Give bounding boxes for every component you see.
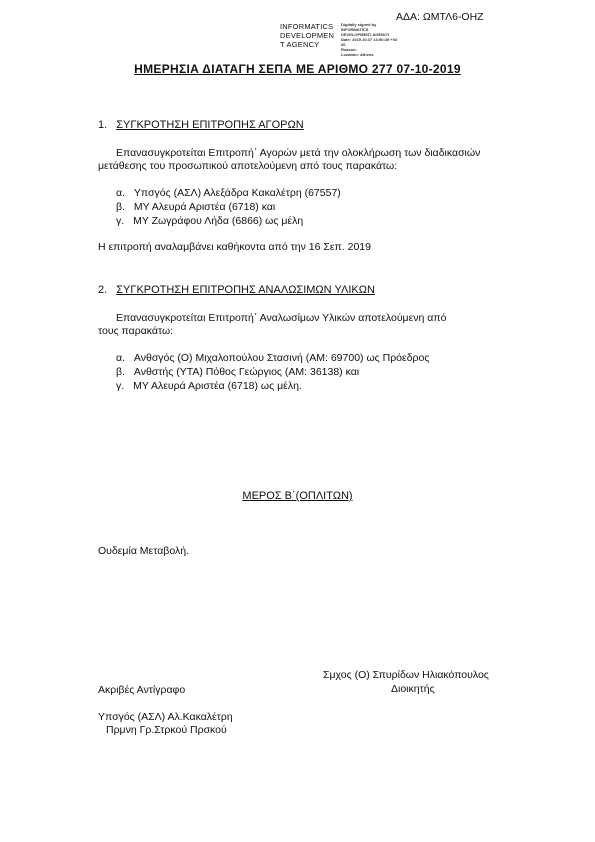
copy-signer-role: Πρμνη Γρ.Στρκού Πρσκού xyxy=(106,724,227,736)
part-b-text: Ουδεμία Μεταβολή. xyxy=(98,545,189,557)
stamp-detail-line: Digitally signed by xyxy=(341,22,377,27)
stamp-detail-line: Reason: xyxy=(341,47,357,52)
list-item xyxy=(116,366,359,378)
list-text: ΜΥ Αλευρά Αριστέα (6718) ως μέλη. xyxy=(133,380,302,392)
ada-code: ΑΔΑ: ΩΜΤΛ6-ΟΗΖ xyxy=(396,11,484,23)
section-1-closing: Η επιτροπή αναλαμβάνει καθήκοντα από την 16 Σεπ. 2019 xyxy=(98,241,371,253)
list-text: ΜΥ Αλευρά Αριστέα (6718) και xyxy=(133,201,276,213)
section-1-intro-line-1: Επανασυγκροτείται Επιτροπή΄ Αγορών μετά την ολοκλήρωση των διαδικασιών xyxy=(116,147,481,159)
part-b-heading: ΜΕΡΟΣ Β΄(ΟΠΛΙΤΩΝ) xyxy=(242,490,353,502)
stamp-detail-line: 00 xyxy=(341,42,346,47)
list-text: Υπσγός (ΑΣΛ) Αλεξάδρα Κακαλέτρη (67557) xyxy=(133,187,341,199)
list-marker: γ. xyxy=(116,380,125,392)
section-1-intro-line-2: μετάθεσης του προσωπικού αποτελούμενη από τους παρακάτω: xyxy=(98,160,398,172)
section-2-heading xyxy=(98,284,375,296)
list-item xyxy=(116,215,303,227)
section-number: 1. xyxy=(98,119,108,131)
section-title: ΣΥΓΚΡΟΤΗΣΗ ΕΠΙΤΡΟΠΗΣ ΑΝΑΛΩΣΙΜΩΝ ΥΛΙΚΩΝ xyxy=(116,284,375,296)
list-item xyxy=(116,380,302,392)
signer-role: Διοικητής xyxy=(391,683,435,695)
document-title: ΗΜΕΡΗΣΙΑ ΔΙΑΤΑΓΗ ΣΕΠΑ ΜΕ ΑΡΙΘΜΟ 277 07-10-2019 xyxy=(134,62,461,76)
list-text: Ανθστής (ΥΤΑ) Πόθος Γεώργιος (ΑΜ: 36138) και xyxy=(133,366,360,378)
list-item xyxy=(116,352,429,364)
stamp-detail-line: DEVELOPMENT AGENCY xyxy=(341,32,390,37)
list-item xyxy=(116,201,275,213)
list-marker: β. xyxy=(116,201,125,213)
section-2-intro-line-2: τους παρακάτω: xyxy=(98,325,174,337)
list-text: ΜΥ Ζωγράφου Λήδα (6866) ως μέλη xyxy=(133,215,304,227)
copy-signer-name: Υπσγός (ΑΣΛ) Αλ.Κακαλέτρη xyxy=(98,711,233,723)
signer-name: Σμχος (Ο) Σπυρίδων Ηλιακόπουλος xyxy=(323,669,489,681)
digital-signature-stamp-details xyxy=(341,22,397,57)
digital-signature-stamp-name xyxy=(280,22,334,49)
list-text: Ανθσγός (Ο) Μιχαλοπούλου Στασινή (ΑΜ: 69700) ως Πρόεδρος xyxy=(133,352,430,364)
stamp-detail-line: INFORMATICS xyxy=(341,27,369,32)
list-marker: β. xyxy=(116,366,125,378)
stamp-detail-line: Date: 2019.10.07 13:50:49 +03 xyxy=(341,37,398,42)
stamp-line: DEVELOPMEN xyxy=(280,31,335,40)
section-number: 2. xyxy=(98,284,108,296)
list-item xyxy=(116,187,341,199)
stamp-line: T AGENCY xyxy=(280,40,320,49)
list-marker: α. xyxy=(116,352,125,364)
section-title: ΣΥΓΚΡΟΤΗΣΗ ΕΠΙΤΡΟΠΗΣ ΑΓΟΡΩΝ xyxy=(116,119,304,131)
stamp-line: INFORMATICS xyxy=(280,22,334,31)
section-1-heading xyxy=(98,119,304,131)
list-marker: α. xyxy=(116,187,125,199)
certified-copy-label: Ακριβές Αντίγραφο xyxy=(98,684,186,696)
stamp-detail-line: Location: Athens xyxy=(341,52,374,57)
section-2-intro-line-1: Επανασυγκροτείται Επιτροπή΄ Αναλωσίμων Υλικών αποτελούμενη από xyxy=(116,312,447,324)
list-marker: γ. xyxy=(116,215,125,227)
